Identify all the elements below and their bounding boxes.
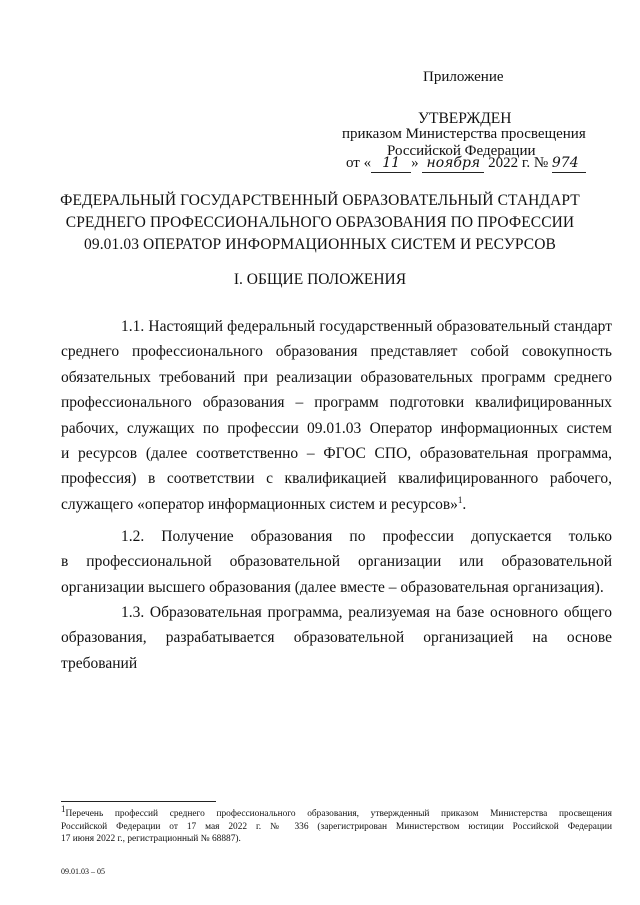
footnote-line-1 [61, 803, 612, 821]
year-text: 2022 г. № [488, 155, 549, 171]
paragraph-line: 1.1. Настоящий федеральный государственный образовательный стандарт [121, 318, 612, 335]
paragraph-line: профессионального образования – программ подготовки квалифицированных [61, 394, 612, 412]
title-line-2: СРЕДНЕГО ПРОФЕССИОНАЛЬНОГО ОБРАЗОВАНИЯ ПО ПРОФЕССИИ [65, 214, 575, 231]
approval-block [0, 0, 640, 170]
title-line-1: ФЕДЕРАЛЬНЫЙ ГОСУДАРСТВЕННЫЙ ОБРАЗОВАТЕЛЬНЫЙ СТАНДАРТ [60, 192, 580, 209]
handwritten-month: ноября [422, 155, 484, 173]
date-mid: » [411, 155, 419, 171]
paragraph-line: рабочих, служащих по профессии 09.01.03 Оператор информационных систем [61, 419, 612, 437]
document-title [50, 190, 590, 256]
footnote-line-2: Российской Федерации от 17 мая 2022 г. № 336 (зарегистрирован Министерством юстиции Российской Федерации [61, 821, 612, 832]
paragraph-end: . [462, 495, 467, 513]
order-line-2: Российской Федерации [387, 143, 536, 159]
appendix-label: Приложение [423, 69, 504, 85]
section-heading: I. ОБЩИЕ ПОЛОЖЕНИЯ [233, 271, 407, 288]
footnote-line-3: 17 июня 2022 г., регистрационный № 68887). [61, 834, 241, 844]
paragraph-line: и ресурсов (далее соответственно – ФГОС СПО, образовательная программа, [61, 444, 612, 462]
date-prefix: от « [346, 155, 372, 171]
handwritten-day: 11 [371, 155, 411, 173]
paragraph-line-text: служащего «оператор информационных систем и ресурсов» [61, 495, 458, 513]
paragraph-1-2 [61, 524, 612, 600]
paragraph-line: в профессиональной образовательной организации или образовательной [61, 553, 612, 571]
title-line-3: 09.01.03 ОПЕРАТОР ИНФОРМАЦИОННЫХ СИСТЕМ И РЕСУРСОВ [84, 236, 556, 253]
paragraph-line: 1.3. Образовательная программа, реализуемая на базе основного общего [121, 604, 612, 621]
order-date-line [346, 155, 586, 173]
footnote-text-1: Перечень профессий среднего профессионального образования, утвержденный приказом Министерства просвещения [65, 809, 612, 819]
approved-label: УТВЕРЖДЕН [418, 110, 512, 127]
handwritten-number: 974 [552, 155, 586, 173]
paragraph-1-3 [61, 600, 612, 672]
document-code: 09.01.03 – 05 [61, 867, 105, 876]
footnote-separator [61, 801, 216, 802]
order-line-1: приказом Министерства просвещения [342, 126, 586, 142]
footnote [61, 803, 612, 846]
footnote-mark: 1 [61, 803, 66, 814]
paragraph-line: организации высшего образования (далее вместе – образовательная организация). [61, 578, 604, 596]
paragraph-line: профессия) в соответствии с квалификацией квалифицированного рабочего, [61, 470, 612, 488]
paragraph-1-1 [61, 314, 612, 517]
paragraph-line: 1.2. Получение образования по профессии допускается только [121, 528, 612, 545]
paragraph-last-line [61, 492, 612, 517]
footnote-reference[interactable]: 1 [457, 494, 463, 505]
paragraph-line: образования, разрабатывается образовательной организацией на основе требований [61, 629, 612, 672]
paragraph-line: среднего профессионального образования представляет собой совокупность [61, 343, 612, 361]
paragraph-line: обязательных требований при реализации образовательных программ среднего [61, 368, 612, 386]
